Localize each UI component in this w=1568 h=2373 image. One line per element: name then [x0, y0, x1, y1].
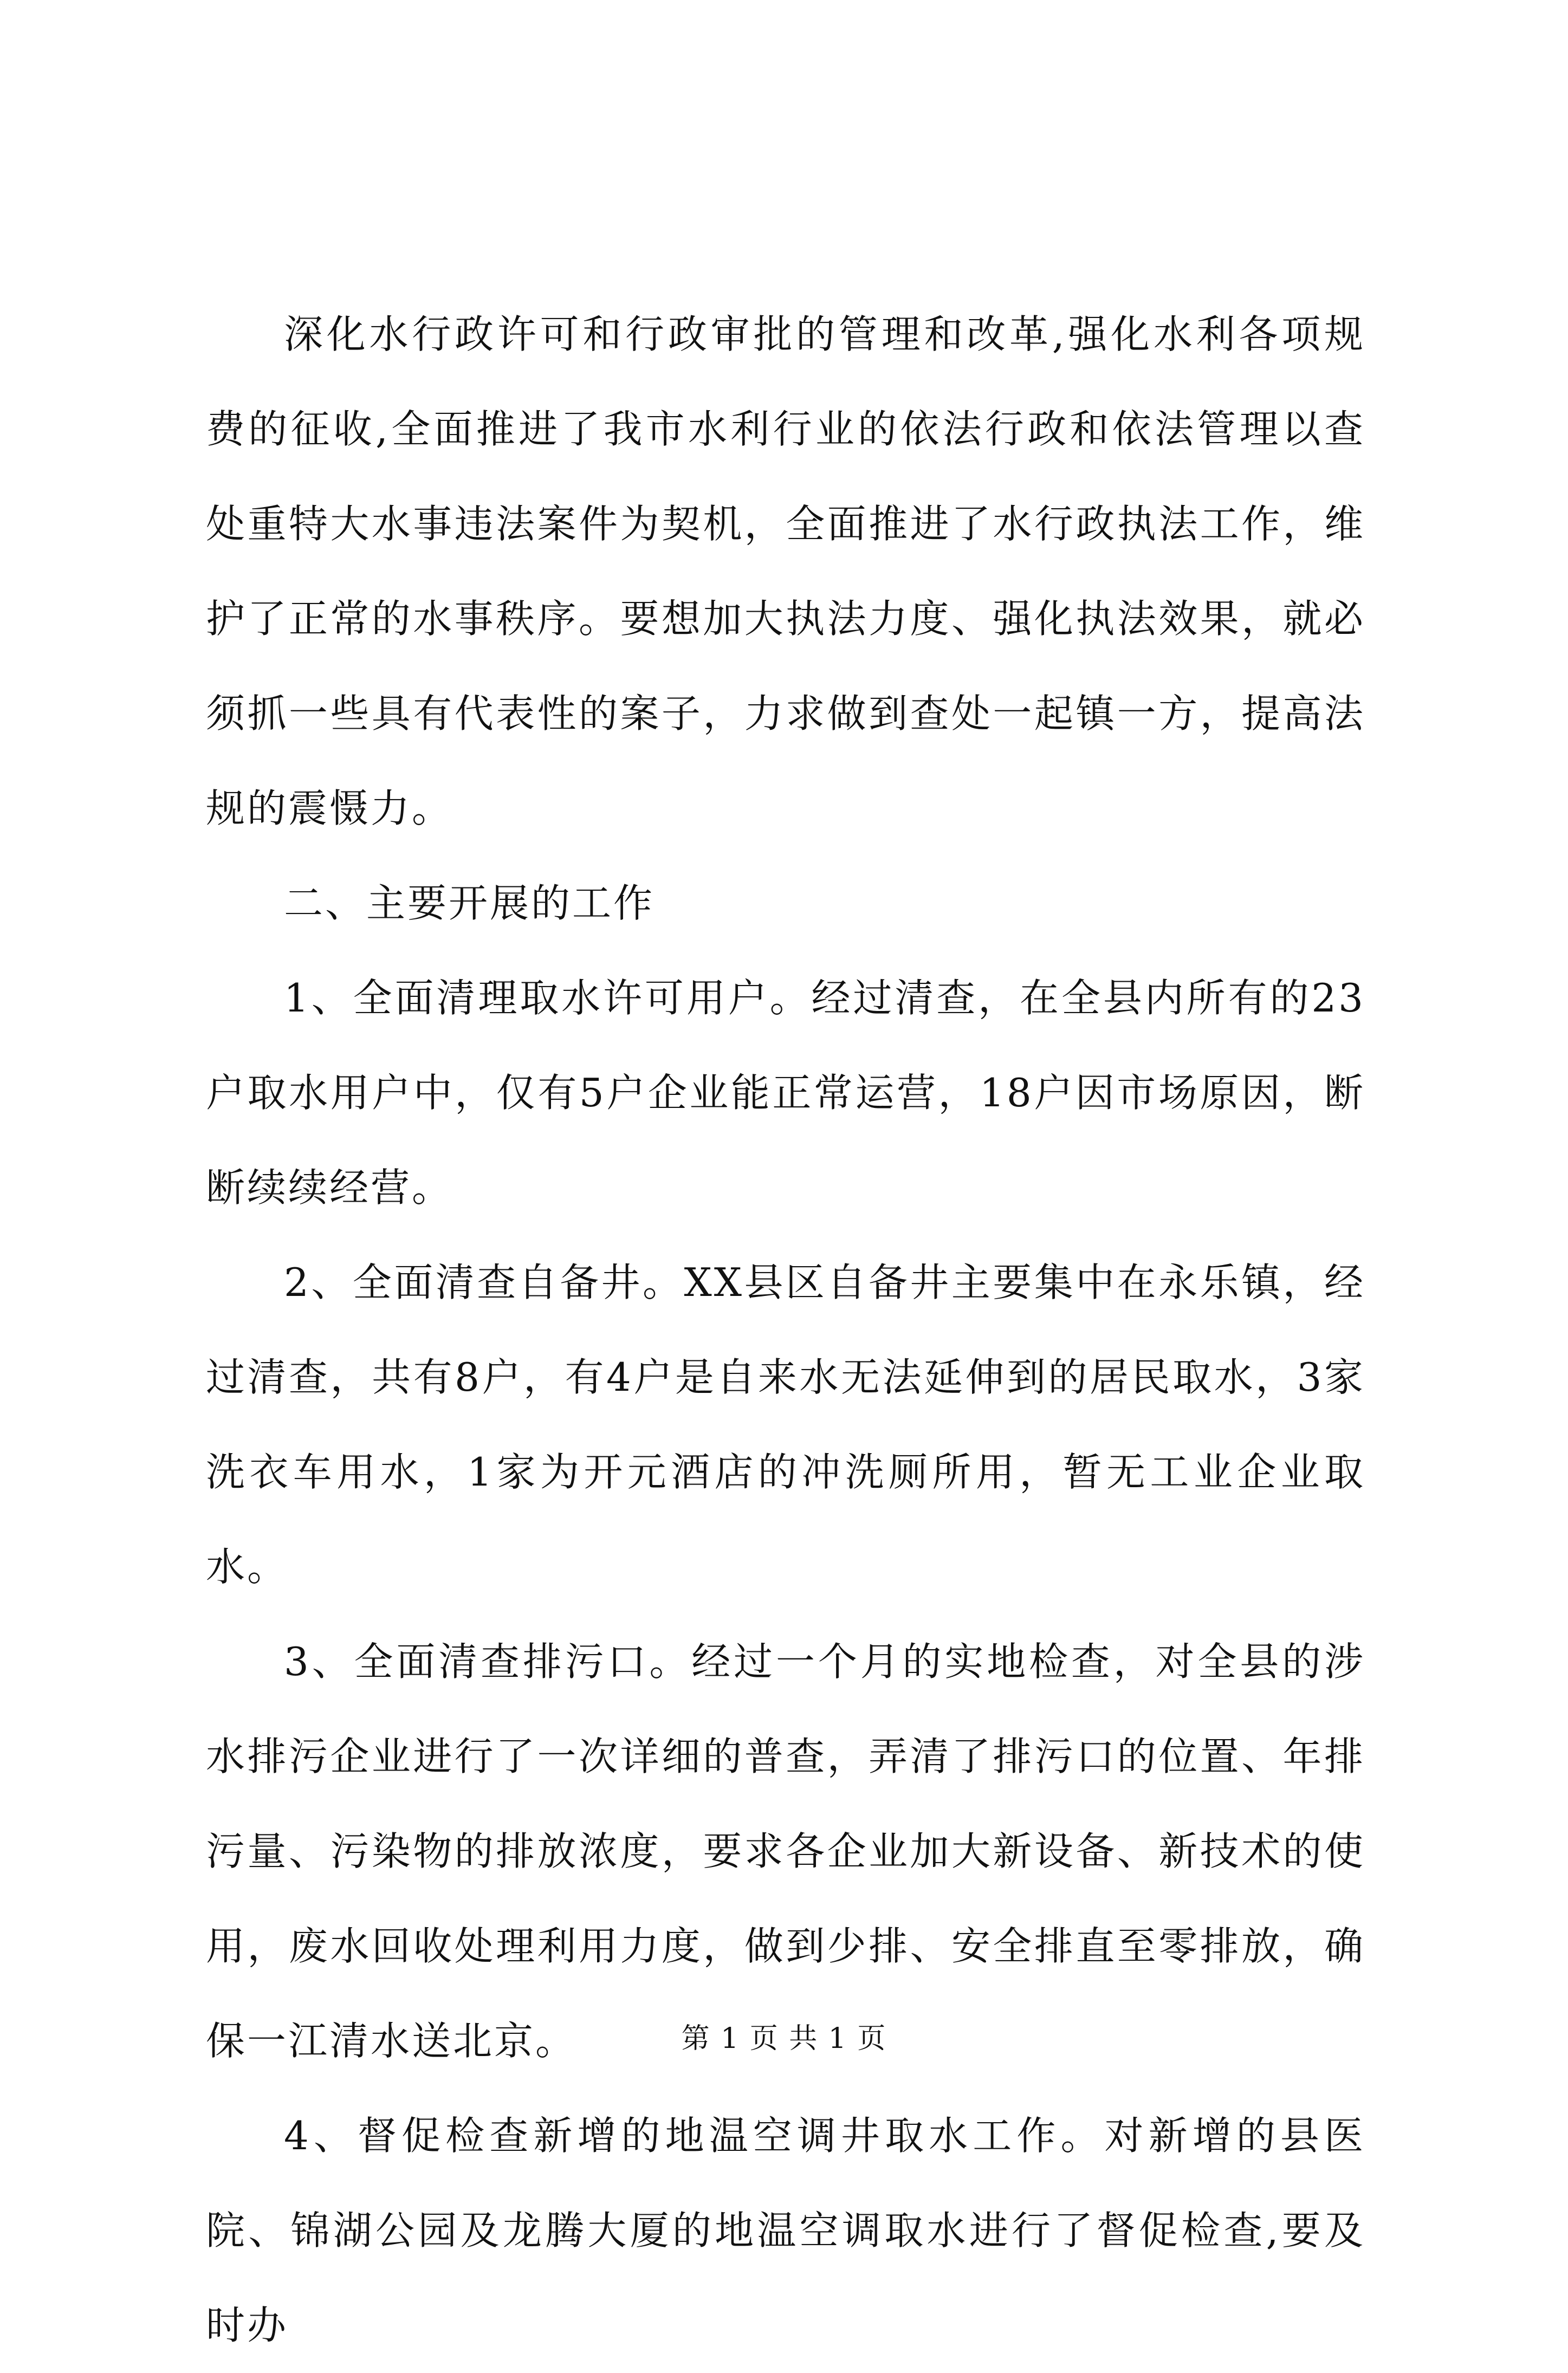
page-number-footer: 第 1 页 共 1 页: [681, 2022, 887, 2055]
paragraph-item-1: 1、全面清理取水许可用户。经过清查，在全县内所有的23户取水用户中，仅有5户企业能正常运营，18户因市场原因，断断续续经营。: [206, 975, 1365, 1210]
document-body: [206, 287, 1365, 2373]
paragraph-intro: 深化水行政许可和行政审批的管理和改革,强化水利各项规费的征收,全面推进了我市水利行业的依法行政和依法管理以查处重特大水事违法案件为契机，全面推进了水行政执法工作，维护了正常的水事秩序。要想加大执法力度、强化执法效果，就必须抓一些具有代表性的案子，力求做到查处一起镇一方，提高法规的震慑力。: [206, 312, 1365, 831]
section-heading: 二、主要开展的工作: [284, 880, 655, 926]
paragraph-item-2: 2、全面清查自备井。XX县区自备井主要集中在永乐镇，经过清查，共有8户，有4户是自来水无法延伸到的居民取水，3家洗衣车用水，1家为开元酒店的冲洗厕所用，暂无工业企业取水。: [206, 1260, 1365, 1590]
paragraph-item-3: 3、全面清查排污口。经过一个月的实地检查，对全县的涉水排污企业进行了一次详细的普查，弄清了排污口的位置、年排污量、污染物的排放浓度，要求各企业加大新设备、新技术的使用，废水回收处理利用力度，做到少排、安全排直至零排放，确保一江清水送北京。: [206, 1639, 1365, 2064]
paragraph-item-4: 4、督促检查新增的地温空调井取水工作。对新增的县医院、锦湖公园及龙腾大厦的地温空调取水进行了督促检查,要及时办: [206, 2113, 1365, 2348]
